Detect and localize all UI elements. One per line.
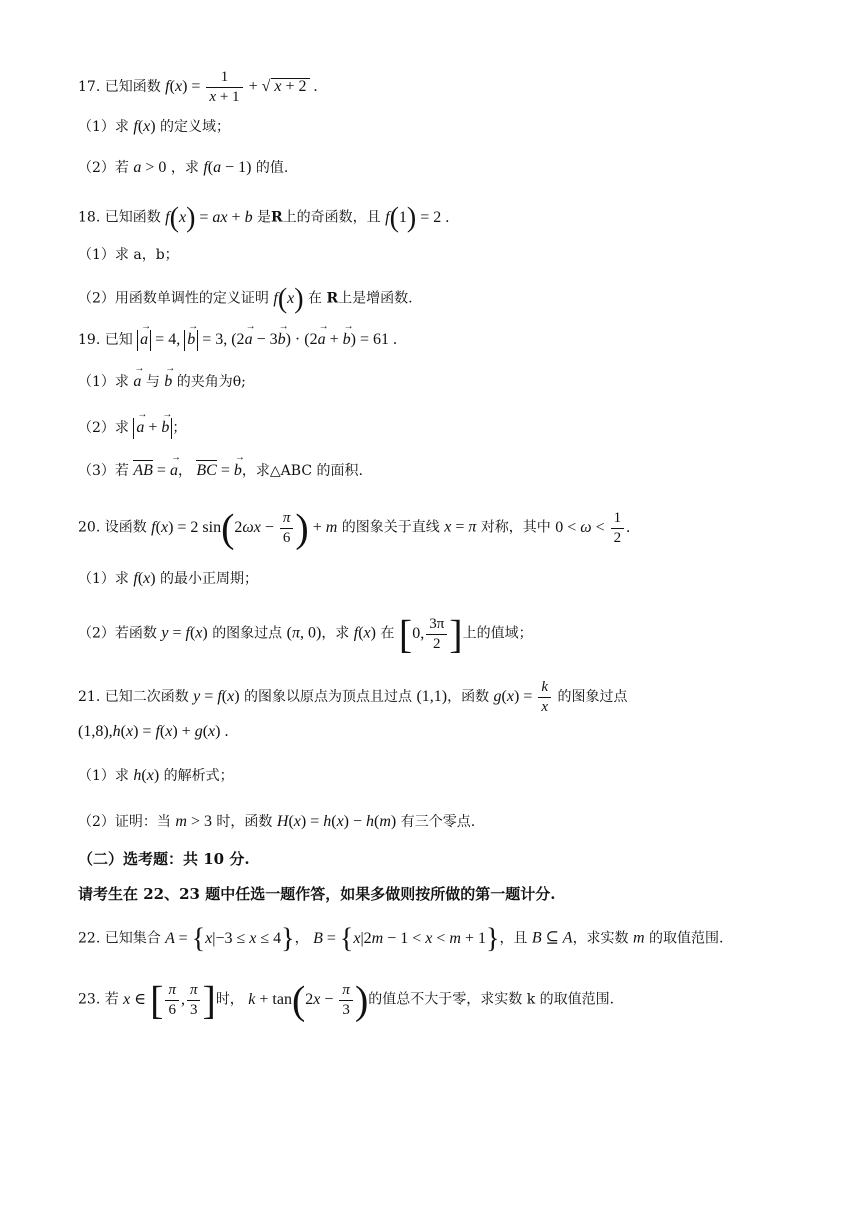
formula: (1,1) — [416, 687, 448, 705]
formula: h(x) — [133, 767, 160, 784]
question-19-part-2: （2）求 a → + b → ； — [78, 418, 186, 439]
section-title: （二）选考题：共 10 分. — [78, 850, 250, 868]
question-number: 17. — [78, 78, 101, 95]
formula: x = π — [444, 518, 477, 536]
formula: f(x) = $\frac{1}{x + 1}$ + √ x + 2 . — [165, 69, 318, 105]
question-21-part-2: （2）证明：当 m > 3 时，函数 H(x) = h(x) − h(m) 有三个零点. — [78, 813, 476, 830]
formula: AB = a → — [133, 462, 178, 479]
question-18-part-1: （1）求 a，b； — [78, 247, 179, 263]
formula: k + tan(2x − $\frac{\pi}{3}$ ) — [248, 977, 369, 1022]
formula: m — [633, 929, 645, 947]
formula: m > 3 — [175, 813, 212, 830]
question-number: 21. — [78, 688, 101, 705]
formula: (π, 0) — [286, 624, 322, 642]
question-20-part-2: （2）若函数 y = f(x) 的图象过点 (π, 0)，求 f(x) 在 [0, $\frac{3\pi}{2}$ ]上的值域； — [78, 611, 533, 656]
formula: f(x) — [273, 283, 304, 314]
formula: BC = b → — [196, 462, 241, 479]
formula: f(x) = 2 sin(2ωx − $\frac{\pi}{6}$ ) + m — [151, 505, 338, 550]
question-17-part-2: （2）若 a > 0 ，求 f(a − 1) 的值. — [78, 159, 289, 176]
formula: f(a − 1) — [203, 159, 252, 176]
question-19: 19. 已知 a → = 4, b → = 3, (2a → − 3b →) · (2a → + b →) = 61 . — [78, 330, 397, 351]
formula: a → + b → — [133, 419, 172, 436]
formula: a → = 4, b → = 3, (2a → − 3b →) · (2a → + b →) = 61 . — [137, 331, 397, 348]
section-note: 请考生在 22、23 题中任选一题作答，如果多做则按所做的第一题计分. — [78, 885, 556, 903]
formula: 0 < ω < $\frac{1}{2}$ . — [555, 509, 631, 546]
question-19-part-3: （3）若 AB = a →， BC = b →，求△ABC 的面积. — [78, 463, 363, 479]
question-21-part-1: （1）求 h(x) 的解析式； — [78, 767, 234, 784]
formula: B ⊆ A — [531, 929, 573, 947]
question-18-part-2: （2）用函数单调性的定义证明 f(x) 在 R上是增函数. — [78, 283, 413, 314]
question-number: 18. — [78, 209, 101, 226]
question-20: 20. 设函数 f(x) = 2 sin(2ωx − $\frac{\pi}{6}$ ) + m 的图象关于直线 x = π 对称，其中 0 < ω < $\frac{1}{2}$ . — [78, 505, 631, 550]
formula: a > 0 — [133, 159, 167, 176]
formula: f(x) — [353, 624, 376, 642]
question-21-continued — [78, 724, 228, 740]
question-number: 22. — [78, 930, 101, 947]
formula: f(1) = 2 . — [385, 202, 450, 233]
formula: x ∈ [ $\frac{\pi}{6}$ , $\frac{\pi}{3}$ ] — [123, 977, 216, 1022]
question-19-part-1: （1）求 a → 与 b → 的夹角为θ; — [78, 374, 246, 390]
question-number: 20. — [78, 519, 101, 536]
question-21: 21. 已知二次函数 y = f(x) 的图象以原点为顶点且过点 (1,1)，函数 g(x) = $\frac{k}{x}$ 的图象过点 — [78, 679, 628, 715]
formula: B = {x|2m − 1 < x < m + 1} — [313, 923, 500, 954]
formula: H(x) = h(x) − h(m) — [276, 813, 397, 830]
question-17-part-1: （1）求 f(x) 的定义域； — [78, 118, 231, 135]
question-18: 18. 已知函数 f(x) = ax + b 是R上的奇函数，且 f(1) = 2 . — [78, 202, 450, 233]
formula: f(x) = ax + b — [165, 202, 253, 233]
formula: y = f(x) — [193, 687, 240, 705]
question-number: 19. — [78, 332, 101, 348]
question-20-part-1: （1）求 f(x) 的最小正周期； — [78, 570, 259, 587]
question-17 — [78, 68, 318, 107]
question-22: 22. 已知集合 A = {x|−3 ≤ x ≤ 4}， B = {x|2m − 1 < x < m + 1}，且 B ⊆ A，求实数 m 的取值范围. — [78, 923, 724, 954]
formula: f(x) — [133, 118, 156, 135]
formula: f(x) — [133, 570, 156, 587]
question-23: 23. 若 x ∈ [ $\frac{\pi}{6}$ , $\frac{\pi}{3}$ ]时， k + tan(2x − $\frac{\pi}{3}$ )的值总不大于零，求实数 k 的取值范围. — [78, 977, 615, 1022]
formula: (1,8),h(x) = f(x) + g(x) . — [78, 723, 229, 740]
formula: y = f(x) — [161, 624, 208, 642]
question-number: 23. — [78, 991, 101, 1008]
formula: [0, $\frac{3\pi}{2}$ ] — [398, 611, 463, 656]
question-text: 已知函数 — [104, 78, 161, 95]
formula: A = {x|−3 ≤ x ≤ 4} — [165, 923, 295, 954]
formula: g(x) = $\frac{k}{x}$ — [494, 688, 553, 705]
